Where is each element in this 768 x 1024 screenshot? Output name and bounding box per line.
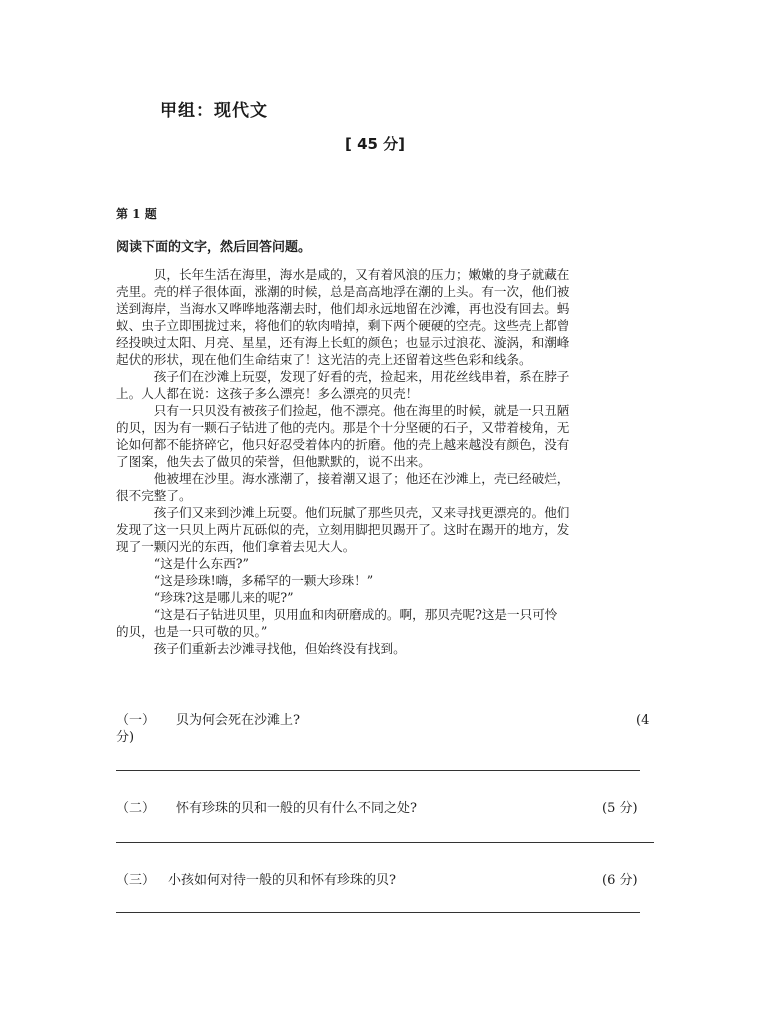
passage-line: 他被埋在沙里。海水涨潮了，接着潮又退了；他还在沙滩上，壳已经破烂， [116, 471, 570, 486]
passage-line: “这是珍珠!嗨，多稀罕的一颗大珍珠！” [116, 573, 374, 588]
question-2-points: (5 分) [602, 801, 638, 816]
passage-line: 经投映过太阳、月亮、星星，还有海上长虹的颜色；也显示过浪花、漩涡，和潮峰 [116, 335, 570, 350]
question-1-label: （一） [116, 713, 156, 728]
question-1-points-unit: 分) [116, 730, 135, 745]
passage-line: “这是石子钻进贝里，贝用血和肉研磨成的。啊，那贝壳呢?这是一只可怜 [116, 607, 558, 622]
question-number: 第 1 题 [116, 207, 157, 221]
passage-line: 孩子们又来到沙滩上玩耍。他们玩腻了那些贝壳，又来寻找更漂亮的。他们 [116, 505, 570, 520]
passage-line: 送到海岸，当海水又哗哗地落潮去时，他们却永远地留在沙滩，再也没有回去。蚂 [116, 301, 570, 316]
answer-line-1[interactable] [116, 770, 640, 771]
question-3-points: (6 分) [602, 873, 638, 888]
answer-line-3[interactable] [116, 912, 640, 913]
question-3-label: （三） [116, 873, 156, 888]
passage-line: 起伏的形状，现在他们生命结束了！这光洁的壳上还留着这些色彩和线条。 [116, 352, 532, 367]
passage-line: 只有一只贝没有被孩子们捡起，他不漂亮。他在海里的时候，就是一只丑陋 [116, 403, 570, 418]
passage-line: 贝，长年生活在海里，海水是咸的，又有着风浪的压力；嫩嫩的身子就藏在 [116, 267, 570, 282]
passage-line: 壳里。壳的样子很体面，涨潮的时候，总是高高地浮在潮的上头。有一次，他们被 [116, 284, 570, 299]
passage-line: “这是什么东西?” [116, 556, 249, 571]
passage-line: 孩子们重新去沙滩寻找他，但始终没有找到。 [116, 641, 406, 656]
passage-line: 上。人人都在说：这孩子多么漂亮！多么漂亮的贝壳！ [116, 386, 419, 401]
section-title: 甲组：现代文 [160, 101, 268, 121]
instruction: 阅读下面的文字，然后回答问题。 [116, 240, 312, 255]
passage-line: 很不完整了。 [116, 488, 192, 503]
total-score: [ 45 分] [345, 135, 406, 153]
question-2-label: （二） [116, 801, 156, 816]
passage-line: 现了一颗闪光的东西，他们拿着去见大人。 [116, 539, 356, 554]
passage-line: 论如何都不能挤碎它，他只好忍受着体内的折磨。他的壳上越来越没有颜色，没有 [116, 437, 570, 452]
passage-line: 的贝，也是一只可敬的贝。” [116, 624, 268, 639]
passage-line: 蚁、虫子立即围拢过来，将他们的软肉啃掉，剩下两个硬硬的空壳。这些壳上都曾 [116, 318, 570, 333]
passage-line: “珍珠?这是哪儿来的呢?” [116, 590, 294, 605]
passage-line: 的贝，因为有一颗石子钻进了他的壳内。那是个十分坚硬的石子，又带着棱角，无 [116, 420, 570, 435]
passage-line: 了图案，他失去了做贝的荣誉，但他默默的，说不出来。 [116, 454, 431, 469]
passage-line: 发现了这一只贝上两片瓦砾似的壳，立刻用脚把贝踢开了。这时在踢开的地方，发 [116, 522, 570, 537]
reading-passage [116, 266, 656, 657]
answer-line-2[interactable] [116, 842, 654, 843]
passage-line: 孩子们在沙滩上玩耍，发现了好看的壳，捡起来，用花丝线串着，系在脖子 [116, 369, 570, 384]
question-2-text: 怀有珍珠的贝和一般的贝有什么不同之处? [176, 801, 417, 816]
question-3-text: 小孩如何对待一般的贝和怀有珍珠的贝? [168, 873, 396, 888]
question-1-text: 贝为何会死在沙滩上? [176, 713, 300, 728]
question-1-points: (4 [636, 713, 650, 728]
